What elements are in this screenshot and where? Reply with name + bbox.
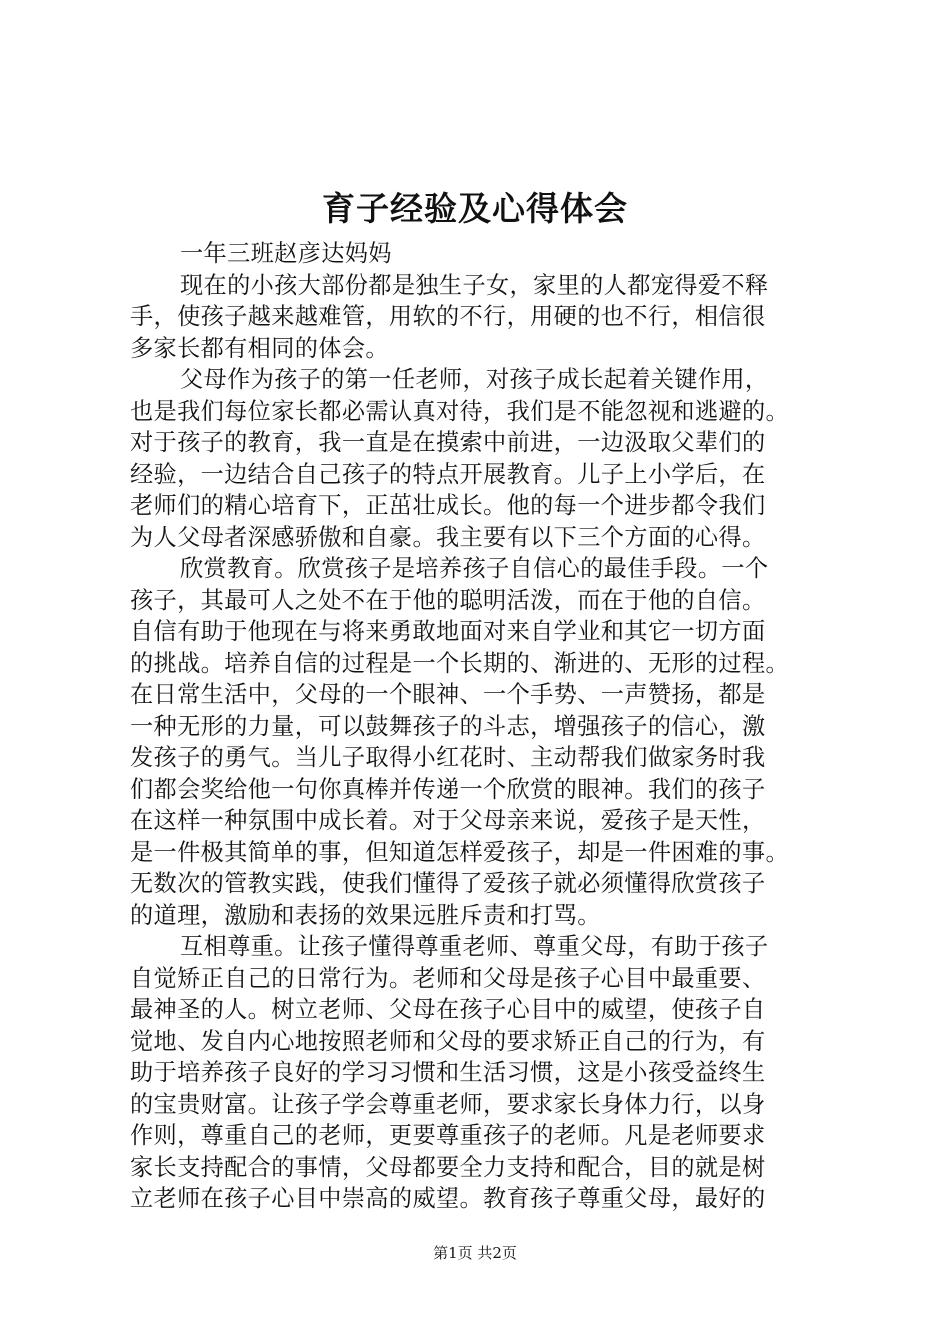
- text-line: 的挑战。培养自信的过程是一个长期的、渐进的、无形的过程。: [130, 649, 790, 677]
- text-line: 们都会奖给他一句你真棒并传递一个欣赏的眼神。我们的孩子: [130, 775, 766, 803]
- text-line: 自觉矫正自己的日常行为。老师和父母是孩子心目中最重要、: [130, 964, 766, 992]
- text-line: 觉地、发自内心地按照老师和父母的要求矫正自己的行为，有: [130, 1027, 766, 1055]
- text-line: 最神圣的人。树立老师、父母在孩子心目中的威望，使孩子自: [130, 996, 766, 1023]
- text-line: 在日常生活中，父母的一个眼神、一个手势、一声赞扬，都是: [130, 681, 766, 708]
- text-line: 手，使孩子越来越难管，用软的不行，用硬的也不行，相信很: [130, 303, 766, 330]
- text-line: 无数次的管教实践，使我们懂得了爱孩子就必须懂得欣赏孩子: [130, 870, 766, 897]
- page-number-footer: 第1页 共2页: [433, 1244, 517, 1262]
- text-line: 是一件极其简单的事，但知道怎样爱孩子，却是一件困难的事。: [130, 838, 790, 866]
- text-line: 发孩子的勇气。当儿子取得小红花时、主动帮我们做家务时我: [130, 744, 766, 771]
- text-line: 自信有助于他现在与将来勇敢地面对来自学业和其它一切方面: [130, 618, 766, 645]
- document-body: [130, 238, 855, 1215]
- text-line: 老师们的精心培育下，正茁壮成长。他的每一个进步都令我们: [130, 492, 766, 519]
- text-line: 孩子，其最可人之处不在于他的聪明活泼，而在于他的自信。: [130, 586, 766, 614]
- text-line: 现在的小孩大部份都是独生子女，家里的人都宠得爱不释: [180, 271, 769, 299]
- text-line: 也是我们每位家长都必需认真对待，我们是不能忽视和逃避的。: [130, 397, 790, 425]
- text-line: 助于培养孩子良好的学习习惯和生活习惯，这是小孩受益终生: [130, 1059, 766, 1086]
- text-line: 一种无形的力量，可以鼓舞孩子的斗志，增强孩子的信心，激: [130, 712, 766, 740]
- document-title: 育子经验及心得体会: [322, 189, 628, 228]
- text-line: 在这样一种氛围中成长着。对于父母亲来说，爱孩子是天性，: [130, 807, 766, 834]
- text-line: 立老师在孩子心目中崇高的威望。教育孩子尊重父母，最好的: [130, 1185, 766, 1212]
- text-line: 互相尊重。让孩子懂得尊重老师、尊重父母，有助于孩子: [180, 933, 769, 960]
- text-line: 对于孩子的教育，我一直是在摸索中前进，一边汲取父辈们的: [130, 429, 766, 456]
- text-line: 欣赏教育。欣赏孩子是培养孩子自信心的最佳手段。一个: [180, 555, 769, 582]
- text-line: 作则，尊重自己的老师，更要尊重孩子的老师。凡是老师要求: [130, 1122, 766, 1149]
- text-line: 经验，一边结合自己孩子的特点开展教育。儿子上小学后，在: [130, 460, 766, 488]
- text-line: 家长支持配合的事情，父母都要全力支持和配合，目的就是树: [130, 1153, 766, 1181]
- text-line: 一年三班赵彦达妈妈: [180, 240, 392, 267]
- text-line: 多家长都有相同的体会。: [130, 334, 389, 362]
- text-line: 的道理，激励和表扬的效果远胜斥责和打骂。: [130, 901, 601, 929]
- text-line: 父母作为孩子的第一任老师，对孩子成长起着关键作用，: [180, 366, 769, 393]
- text-line: 的宝贵财富。让孩子学会尊重老师，要求家长身体力行，以身: [130, 1090, 766, 1118]
- text-line: 为人父母者深感骄傲和自豪。我主要有以下三个方面的心得。: [130, 523, 766, 551]
